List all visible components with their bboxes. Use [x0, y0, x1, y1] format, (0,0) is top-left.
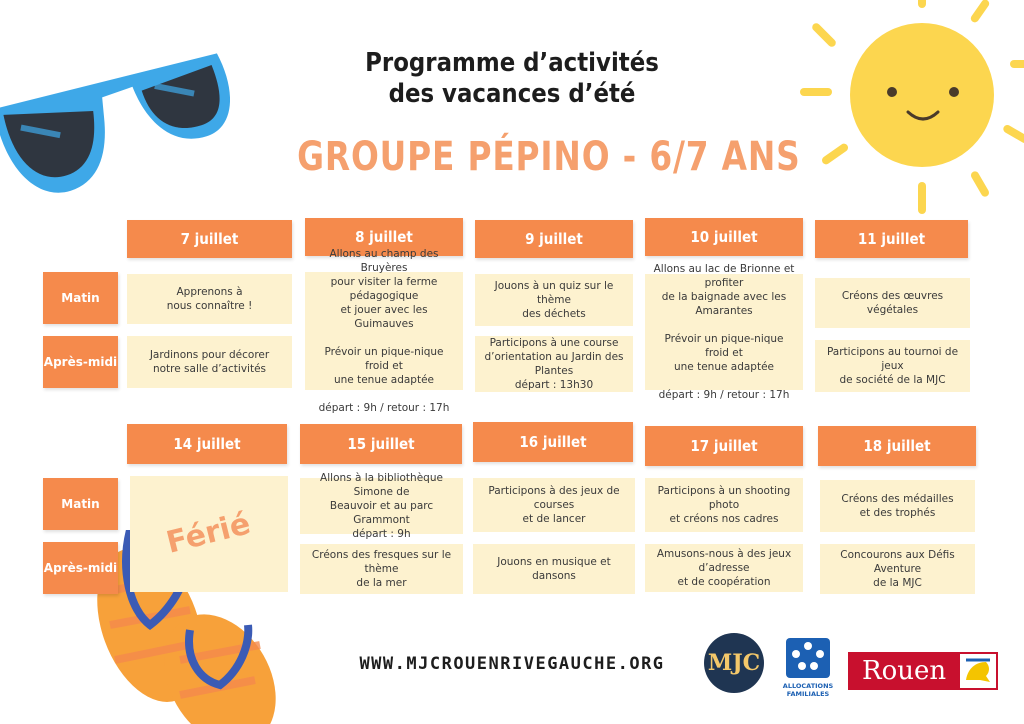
day-header: 18 juillet	[818, 426, 976, 466]
page-title	[325, 48, 698, 110]
activity-cell: Créons des médailles et des trophés	[820, 480, 975, 532]
activity-cell: Participons à des jeux de courses et de lancer	[473, 478, 635, 532]
sun-illustration	[780, 0, 1024, 215]
day-header: 15 juillet	[300, 424, 462, 464]
day-header: 7 juillet	[127, 220, 292, 258]
title-line-1: Programme d’activités	[365, 48, 659, 78]
day-header: 8 juillet	[305, 218, 463, 256]
day-header: 9 juillet	[475, 220, 633, 258]
group-subtitle: GROUPE PÉPINO - 6/7 ANS	[297, 134, 801, 180]
activity-cell: Jardinons pour décorer notre salle d’activités	[127, 336, 292, 388]
lion-icon	[958, 652, 998, 690]
activity-cell: Participons à une course d’orientation au Jardin des Plantes départ : 13h30	[475, 336, 633, 392]
activity-cell: Amusons-nous à des jeux d’adresse et de coopération	[645, 544, 803, 592]
caf-logo-text: ALLOCATIONS FAMILIALES	[782, 682, 834, 698]
activity-cell: Participons au tournoi de jeux de société de la MJC	[815, 340, 970, 392]
activity-cell: Jouons en musique et dansons	[473, 544, 635, 594]
day-header: 10 juillet	[645, 218, 803, 256]
day-header: 14 juillet	[127, 424, 287, 464]
activity-cell: Participons à un shooting photo et créons nos cadres	[645, 478, 803, 532]
activity-cell: Apprenons à nous connaître !	[127, 274, 292, 324]
caf-logo	[778, 636, 838, 698]
row-label-matin: Matin	[43, 478, 118, 530]
website-link[interactable]: WWW.MJCROUENRIVEGAUCHE.ORG	[359, 654, 665, 674]
row-label-matin: Matin	[43, 272, 118, 324]
activity-cell: Créons des œuvres végétales	[815, 278, 970, 328]
mjc-logo: MJC	[704, 633, 764, 693]
activity-cell: Concourons aux Défis Aventure de la MJC	[820, 544, 975, 594]
row-label-apres-midi: Après-midi	[43, 336, 118, 388]
activity-cell-full-day: Bruyères pour visiter la ferme pédagogique et jouer avec les Guimauves Prévoir un pique-nique froid et une tenue adaptée départ : 9h / retour : 17h	[305, 272, 463, 390]
day-header: 17 juillet	[645, 426, 803, 466]
ferie-label: Férié	[163, 506, 255, 561]
ferie-cell	[130, 476, 288, 592]
rouen-logo-text: Rouen	[862, 656, 947, 686]
activity-cell: Jouons à un quiz sur le thème des déchets	[475, 274, 633, 326]
activity-cell: Allons à la bibliothèque Simone de Beauvoir et au parc Grammont départ : 9h	[300, 478, 463, 534]
day-header: 16 juillet	[473, 422, 633, 462]
row-label-apres-midi: Après-midi	[43, 542, 118, 594]
activity-cell: Créons des fresques sur le thème de la mer	[300, 544, 463, 594]
day-header: 11 juillet	[815, 220, 968, 258]
title-line-2: des vacances d’été	[388, 79, 636, 109]
rouen-logo	[848, 652, 998, 690]
activity-cell-full-day: Allons au lac de Brionne et profiter de la baignade avec les Amarantes Prévoir un pique-nique froid et une tenue adaptée départ : 9h / retour : 17h	[645, 274, 803, 390]
sunglasses-illustration	[0, 40, 230, 200]
caf-emblem-icon	[778, 636, 838, 680]
